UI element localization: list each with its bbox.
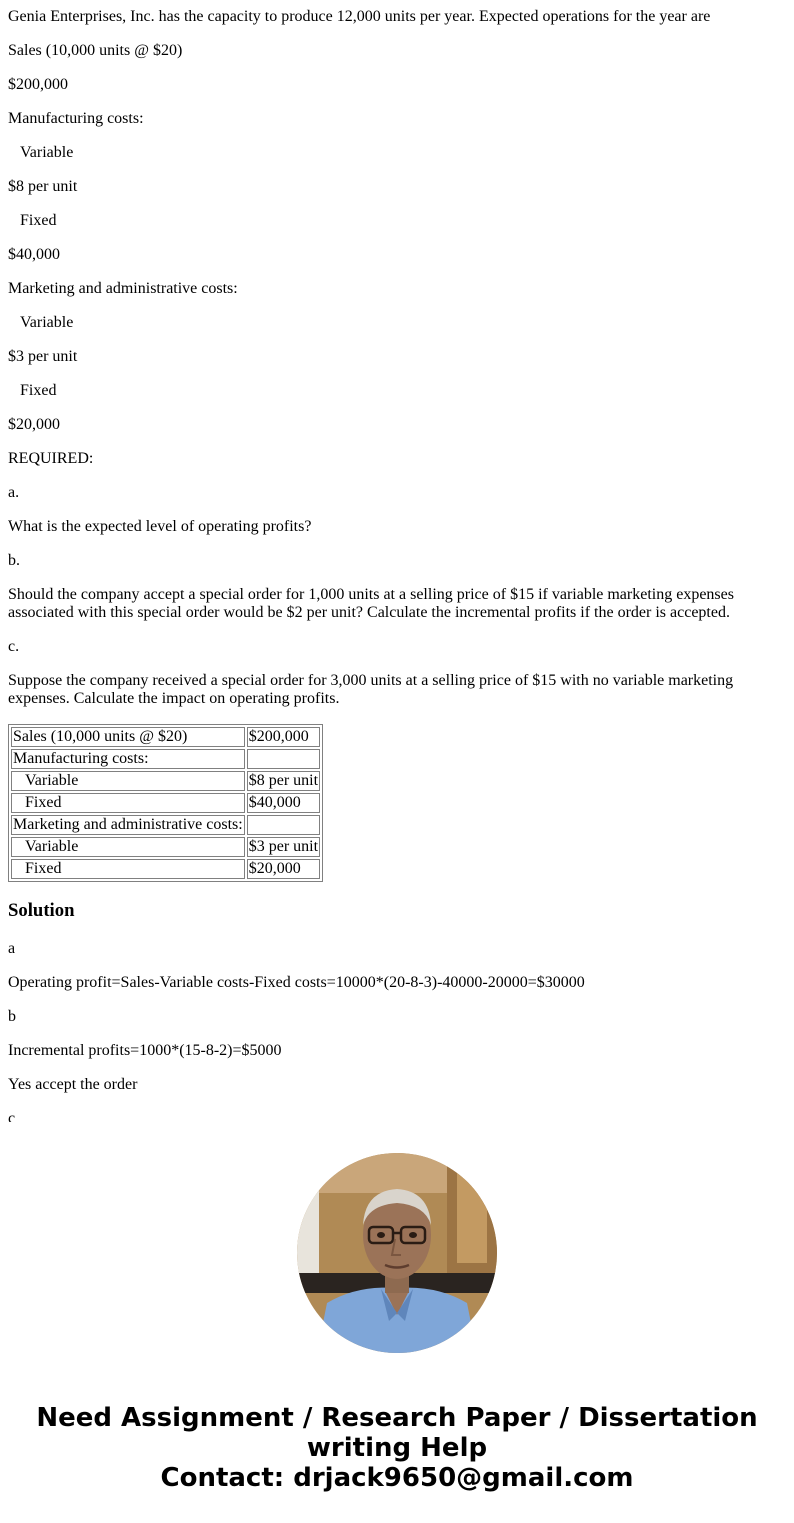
- solution-line: Operating profit=Sales-Variable costs-Fixed costs=10000*(20-8-3)-40000-20000=$30000: [8, 974, 585, 991]
- author-photo: [297, 1153, 497, 1353]
- problem-intro: Genia Enterprises, Inc. has the capacity to produce 12,000 units per year. Expected operations for the year are: [8, 8, 711, 25]
- banner-line: writing Help: [306, 1433, 488, 1463]
- table-row: [11, 815, 320, 835]
- table-cell-value: $40,000: [247, 793, 320, 813]
- solution-heading: Solution: [8, 900, 75, 921]
- table-cell-value: [247, 749, 320, 769]
- problem-line: $3 per unit: [8, 348, 78, 365]
- table-cell-label: Variable: [11, 771, 245, 791]
- required-label: REQUIRED:: [8, 450, 94, 467]
- table-row: [11, 727, 320, 747]
- solution-line: a: [8, 940, 16, 957]
- problem-line: Variable: [20, 314, 74, 331]
- table-cell-value: $8 per unit: [248, 772, 319, 789]
- part-question: Suppose the company received a special order for 3,000 units at a selling price of $15 with no variable marketing expenses. Calculate the impact on operating profits.: [8, 672, 734, 707]
- table-row: [11, 859, 320, 879]
- portrait-image: [297, 1153, 497, 1353]
- table-cell-label: Marketing and administrative costs:: [13, 816, 243, 833]
- solution-line: b: [8, 1008, 16, 1025]
- problem-line: Marketing and administrative costs:: [8, 280, 238, 297]
- photo-eye-left: [377, 1232, 385, 1238]
- photo-eye-right: [409, 1232, 417, 1238]
- table-cell-value: [247, 815, 320, 835]
- table-cell-label: Fixed: [11, 793, 245, 813]
- table-cell-value: $20,000: [247, 859, 320, 879]
- table-row: [11, 837, 320, 857]
- problem-line: $20,000: [8, 416, 60, 433]
- banner-line: Need Assignment / Research Paper / Dissertation: [36, 1403, 758, 1433]
- solution-line: Yes accept the order: [8, 1076, 138, 1093]
- solution-line: c: [8, 1110, 16, 1122]
- table-cell-value: $200,000: [247, 727, 320, 747]
- banner-contact: Contact: drjack9650@gmail.com: [160, 1463, 634, 1493]
- part-label: c.: [8, 638, 20, 655]
- part-label: a.: [8, 484, 20, 501]
- cost-table: [8, 724, 323, 882]
- solution-line: Incremental profits=1000*(15-8-2)=$5000: [8, 1042, 282, 1059]
- table-cell-label: Variable: [11, 837, 245, 857]
- problem-line: Variable: [20, 144, 74, 161]
- table-cell-label: Fixed: [11, 859, 245, 879]
- table-row: [11, 749, 320, 769]
- part-label: b.: [8, 552, 20, 569]
- table-row: [11, 771, 320, 791]
- part-question: Should the company accept a special order for 1,000 units at a selling price of $15 if variable marketing expenses associated with this special order would be $2 per unit? Calculate the incremental profits if the order is accepted.: [8, 586, 734, 621]
- table-row: [11, 793, 320, 813]
- problem-line: $8 per unit: [8, 178, 78, 195]
- problem-line: Manufacturing costs:: [8, 110, 144, 127]
- table-cell-value: $3 per unit: [248, 838, 319, 855]
- table-cell-label: Sales (10,000 units @ $20): [11, 727, 245, 747]
- problem-line: $40,000: [8, 246, 60, 263]
- promo-banner: [0, 1403, 794, 1493]
- photo-carving-inner: [457, 1173, 487, 1263]
- problem-line: $200,000: [8, 76, 68, 93]
- problem-line: Fixed: [20, 382, 57, 399]
- part-question: What is the expected level of operating profits?: [8, 518, 312, 535]
- photo-switchboard: [297, 1183, 319, 1273]
- document-content: [8, 0, 786, 1122]
- problem-line: Sales (10,000 units @ $20): [8, 42, 183, 59]
- table-cell-label: Manufacturing costs:: [11, 749, 245, 769]
- problem-line: Fixed: [20, 212, 57, 229]
